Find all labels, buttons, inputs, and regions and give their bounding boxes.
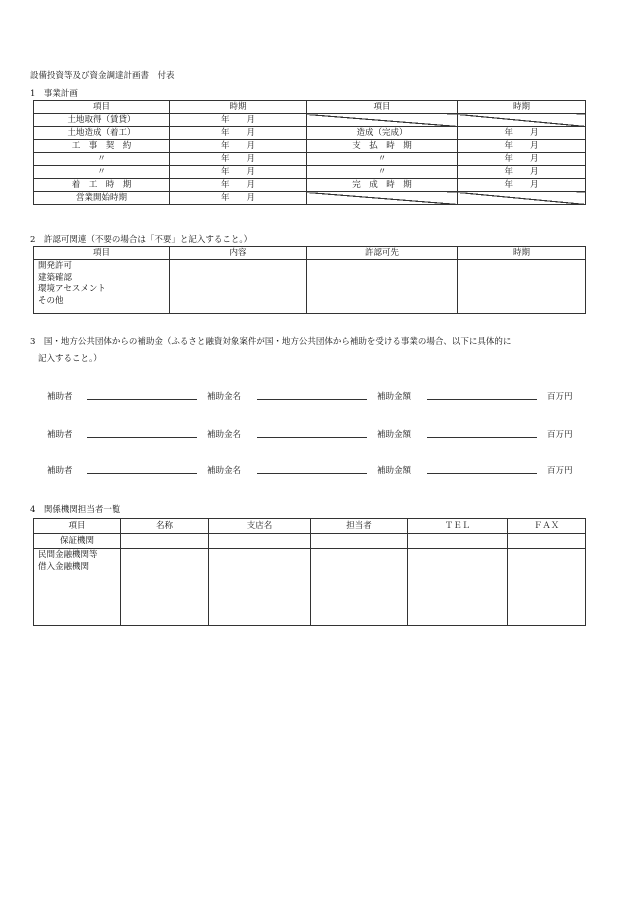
cell: 年 月: [458, 153, 586, 166]
blank-cell: [170, 260, 307, 314]
blank-cell: [408, 534, 508, 549]
header-branch: 支店名: [209, 519, 311, 534]
header-tel: ＴＥＬ: [408, 519, 508, 534]
table-header-row: [34, 247, 586, 260]
table-row: [34, 260, 586, 314]
subsidy-amount-label: 補助金額: [377, 392, 412, 402]
cell: 工 事 契 約: [34, 140, 170, 153]
table-row: [34, 549, 586, 626]
cell: 年 月: [458, 179, 586, 192]
blank-cell: [458, 192, 586, 205]
cell: 年 月: [170, 114, 307, 127]
subsidy-amount-label: 補助金額: [377, 466, 412, 476]
business-plan-table: [33, 100, 586, 205]
grantor-field[interactable]: [87, 428, 197, 438]
unit-label: 百万円: [547, 430, 573, 440]
grantor-label: 補助者: [47, 392, 73, 402]
permit-item: 建築確認: [38, 272, 73, 283]
cell: 〃: [34, 166, 170, 179]
permit-item: 環境アセスメント: [38, 284, 106, 294]
header-period: 時期: [458, 247, 586, 260]
unit-label: 百万円: [547, 392, 573, 402]
cell: 年 月: [458, 166, 586, 179]
blank-cell: [311, 534, 408, 549]
permit-item: その他: [38, 295, 64, 306]
subsidy-name-field[interactable]: [257, 464, 367, 474]
subsidy-amount-field[interactable]: [427, 390, 537, 400]
cell: 年 月: [458, 127, 586, 140]
blank-cell: [307, 192, 458, 205]
section-2-heading: 2 許認可関連（不要の場合は「不要」と記入すること。）: [30, 235, 253, 245]
blank-cell: [209, 534, 311, 549]
header-name: 名称: [121, 519, 209, 534]
cell: 年 月: [170, 166, 307, 179]
section-3-heading: 3 国・地方公共団体からの補助金（ふるさと融資対象案件が国・地方公共団体から補助を受ける事業の場合、以下に具体的に: [30, 337, 512, 347]
blank-cell: [121, 549, 209, 626]
subsidy-name-field[interactable]: [257, 390, 367, 400]
section-4-heading: 4 関係機関担当者一覧: [30, 505, 121, 515]
cell: 着 工 時 期: [34, 179, 170, 192]
permit-items-cell: [34, 260, 170, 314]
contacts-table: [33, 518, 586, 626]
table-row: [34, 153, 586, 166]
blank-cell: [508, 534, 586, 549]
header-contact: 担当者: [311, 519, 408, 534]
blank-cell: [307, 114, 458, 127]
cell: 年 月: [170, 127, 307, 140]
subsidy-amount-label: 補助金額: [377, 430, 412, 440]
cell: 〃: [307, 153, 458, 166]
blank-cell: [408, 549, 508, 626]
cell: 年 月: [170, 140, 307, 153]
blank-cell: [307, 260, 458, 314]
cell: 土地取得（賃貸）: [34, 114, 170, 127]
lender-label: 民間金融機関等: [38, 550, 98, 560]
table-row: [34, 127, 586, 140]
subsidy-name-label: 補助金名: [207, 466, 242, 476]
cell: 土地造成（着工）: [34, 127, 170, 140]
blank-cell: [458, 260, 586, 314]
subsidy-row: [47, 464, 587, 478]
lender-label-cell: [34, 549, 121, 626]
table-row: [34, 114, 586, 127]
permits-table: [33, 246, 586, 314]
table-row: [34, 166, 586, 179]
cell: 年 月: [170, 153, 307, 166]
header-item: 項目: [307, 101, 458, 114]
header-item: 項目: [34, 519, 121, 534]
header-item: 項目: [34, 101, 170, 114]
subsidy-amount-field[interactable]: [427, 464, 537, 474]
blank-cell: [508, 549, 586, 626]
subsidy-name-label: 補助金名: [207, 392, 242, 402]
table-row: [34, 140, 586, 153]
cell: 〃: [307, 166, 458, 179]
blank-cell: [311, 549, 408, 626]
table-row: [34, 534, 586, 549]
cell: 年 月: [170, 179, 307, 192]
grantor-field[interactable]: [87, 464, 197, 474]
subsidy-name-field[interactable]: [257, 428, 367, 438]
lender-label: 借入金融機関: [38, 561, 90, 572]
cell: 年 月: [170, 192, 307, 205]
cell: 完 成 時 期: [307, 179, 458, 192]
subsidy-name-label: 補助金名: [207, 430, 242, 440]
header-item: 項目: [34, 247, 170, 260]
subsidy-row: [47, 390, 587, 404]
grantor-label: 補助者: [47, 466, 73, 476]
cell: 営業開始時期: [34, 192, 170, 205]
blank-cell: [458, 114, 586, 127]
blank-cell: [209, 549, 311, 626]
header-fax: ＦＡＸ: [508, 519, 586, 534]
grantor-label: 補助者: [47, 430, 73, 440]
header-period: 時期: [458, 101, 586, 114]
guarantor-label: 保証機関: [34, 534, 121, 549]
cell: 支 払 時 期: [307, 140, 458, 153]
blank-cell: [121, 534, 209, 549]
cell: 年 月: [458, 140, 586, 153]
permit-item: 開発許可: [38, 261, 73, 271]
header-period: 時期: [170, 101, 307, 114]
table-row: [34, 192, 586, 205]
grantor-field[interactable]: [87, 390, 197, 400]
document-title: 設備投資等及び資金調達計画書 付表: [30, 71, 175, 81]
section-1-heading: 1 事業計画: [30, 89, 78, 99]
table-row: [34, 179, 586, 192]
subsidy-amount-field[interactable]: [427, 428, 537, 438]
section-3-heading-cont: 記入すること。）: [38, 354, 102, 364]
cell: 〃: [34, 153, 170, 166]
cell: 造成（完成）: [307, 127, 458, 140]
table-header-row: [34, 101, 586, 114]
subsidy-row: [47, 428, 587, 442]
header-content: 内容: [170, 247, 307, 260]
unit-label: 百万円: [547, 466, 573, 476]
header-authority: 許認可先: [307, 247, 458, 260]
table-header-row: [34, 519, 586, 534]
